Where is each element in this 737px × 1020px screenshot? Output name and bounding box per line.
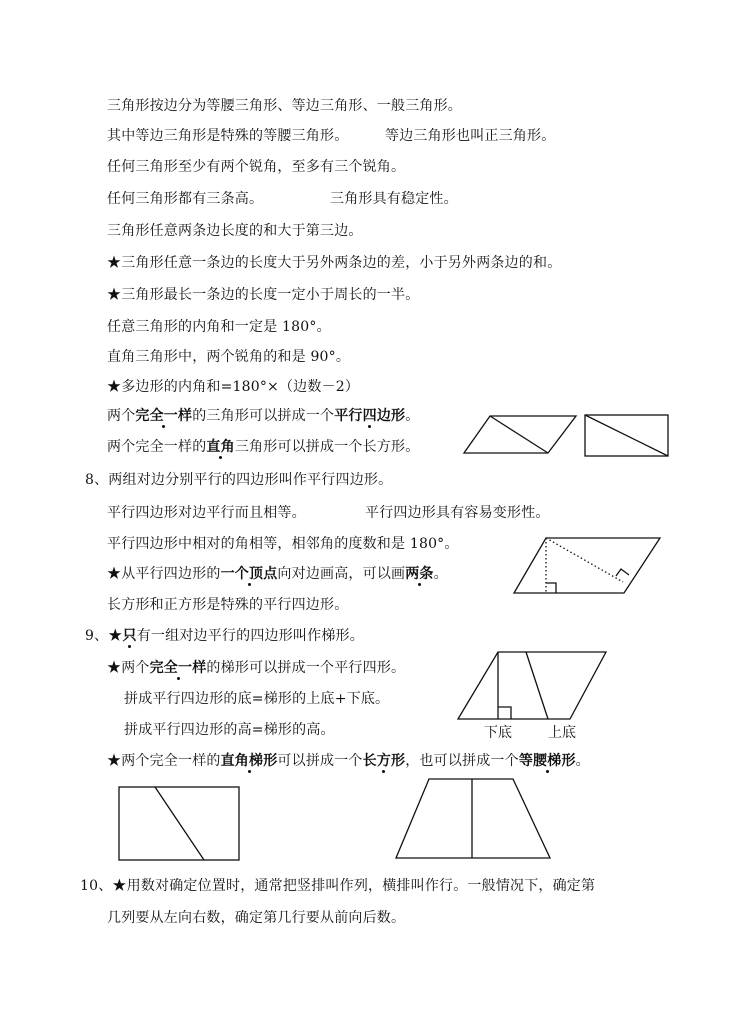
text-line: 长方形和正方形是特殊的平行四边形。 (107, 597, 349, 613)
emphasis: 只 (122, 628, 137, 644)
text-line: ★两个完全一样的直角梯形可以拼成一个长方形，也可以拼成一个等腰梯形。 (107, 753, 590, 769)
text-line: 平行四边形对边平行而且相等。 (107, 505, 306, 521)
emphasis: 长方形 (362, 753, 406, 769)
text-line: 10、★用数对确定位置时，通常把竖排叫作列，横排叫作行。一般情况下，确定第 (80, 878, 596, 894)
text-line: 任何三角形都有三条高。 (107, 191, 264, 207)
text-line: 8、两组对边分别平行的四边形叫作平行四边形。 (85, 472, 393, 488)
emphasis: 两条 (405, 566, 434, 582)
text-line: 任意三角形的内角和一定是 180°。 (107, 319, 331, 335)
text-line: 几列要从左向右数，确定第几行要从前向后数。 (107, 910, 406, 926)
text-line: ★三角形任意一条边的长度大于另外两条边的差，小于另外两条边的和。 (107, 255, 562, 271)
text-line: 三角形具有稳定性。 (330, 191, 458, 207)
text-line: 拼成平行四边形的高=梯形的高。 (124, 722, 335, 738)
text-line: 任何三角形至少有两个锐角，至多有三个锐角。 (107, 159, 406, 175)
text-line: 两个完全一样的三角形可以拼成一个平行四边形。 (107, 408, 420, 424)
text-line: 平行四边形具有容易变形性。 (365, 505, 550, 521)
trapezoids-to-parallelogram-figure (456, 650, 608, 722)
parallelogram-two-triangles-figure (462, 414, 578, 456)
emphasis: 直角 (206, 439, 235, 455)
top-base-label: 上底 (548, 725, 576, 741)
emphasis: 一个顶点 (220, 566, 278, 582)
parallelogram-heights-figure (512, 536, 662, 596)
bottom-base-label: 下底 (484, 725, 512, 741)
text-line: 拼成平行四边形的底=梯形的上底+下底。 (124, 691, 390, 707)
isosceles-trapezoid-figure (394, 777, 552, 861)
text-line: 平行四边形中相对的角相等，相邻角的度数和是 180°。 (107, 536, 459, 552)
text-line: 两个完全一样的直角三角形可以拼成一个长方形。 (107, 439, 420, 455)
text-line: 三角形任意两条边长度的和大于第三边。 (107, 223, 363, 239)
text-line: 其中等边三角形是特殊的等腰三角形。 (107, 128, 349, 144)
text-line: ★三角形最长一条边的长度一定小于周长的一半。 (107, 287, 420, 303)
text-line: ★两个完全一样的梯形可以拼成一个平行四形。 (107, 660, 406, 676)
text-line: 三角形按边分为等腰三角形、等边三角形、一般三角形。 (107, 98, 462, 114)
text-line: ★从平行四边形的一个顶点向对边画高，可以画两条。 (107, 566, 448, 582)
emphasis: 直角梯形 (220, 753, 278, 769)
text-line: 等边三角形也叫正三角形。 (385, 128, 556, 144)
emphasis: 完全一样 (149, 660, 207, 676)
text-line: 9、★只有一组对边平行的四边形叫作梯形。 (85, 628, 364, 644)
right-trapezoids-to-rectangle-figure (118, 786, 242, 862)
text-line: ★多边形的内角和=180°×（边数－2） (107, 379, 360, 395)
emphasis: 等腰梯形 (518, 753, 576, 769)
rectangle-two-triangles-figure (584, 414, 670, 458)
emphasis: 平行四边形 (334, 408, 406, 424)
emphasis: 完全一样 (135, 408, 193, 424)
text-line: 直角三角形中，两个锐角的和是 90°。 (107, 349, 351, 365)
